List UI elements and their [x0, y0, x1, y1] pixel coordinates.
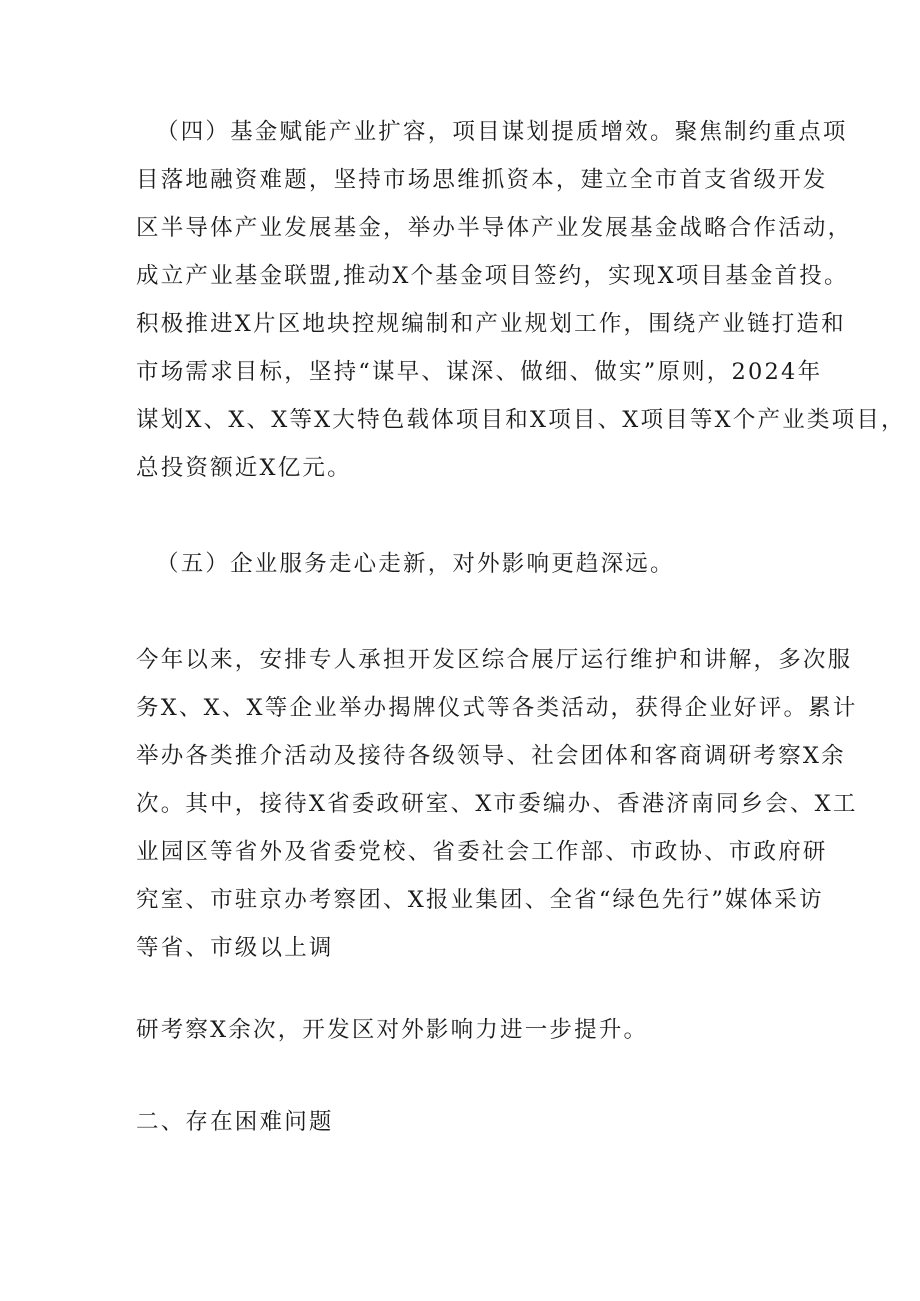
- text-line: 区半导体产业发展基金，举办半导体产业发展基金战略合作活动，: [136, 215, 853, 241]
- text-line: 谋划X、X、X等X大特色载体项目和X项目、X项目等X个产业类项目，: [136, 407, 906, 433]
- text-line: 次。其中，接待X省委政研室、X市委编办、香港济南同乡会、X工: [136, 791, 858, 817]
- text-line: 总投资额近X亿元。: [136, 455, 352, 481]
- text-line: 务X、X、X等企业举办揭牌仪式等各类活动，获得企业好评。累计: [136, 695, 858, 721]
- section-heading: （五）企业服务走心走新，对外影响更趋深远。: [156, 551, 675, 577]
- text-line: 究室、市驻京办考察团、X报业集团、全省“绿色先行”媒体采访: [136, 887, 824, 913]
- text-line: 举办各类推介活动及接待各级领导、社会团体和客商调研考察X余: [136, 743, 846, 769]
- text-line: 成立产业基金联盟,推动X个基金项目签约，实现X项目基金首投。: [136, 263, 849, 289]
- text-line: 积极推进X片区地块控规编制和产业规划工作，围绕产业链打造和: [136, 311, 846, 337]
- text-line: 今年以来，安排专人承担开发区综合展厅运行维护和讲解，多次服: [136, 647, 853, 673]
- text-line: 等省、市级以上调: [136, 935, 334, 961]
- text-line: （四）基金赋能产业扩容，项目谋划提质增效。聚焦制约重点项: [156, 119, 848, 145]
- text-line: 业园区等省外及省委党校、省委社会工作部、市政协、市政府研: [136, 839, 828, 865]
- text-line: 市场需求目标，坚持“谋早、谋深、做细、做实”原则，2024年: [136, 359, 823, 385]
- text-line: 研考察X余次，开发区对外影响力进一步提升。: [136, 1017, 649, 1043]
- text-line: 目落地融资难题，坚持市场思维抓资本，建立全市首支省级开发: [136, 167, 828, 193]
- section-heading: 二、存在困难问题: [136, 1109, 334, 1135]
